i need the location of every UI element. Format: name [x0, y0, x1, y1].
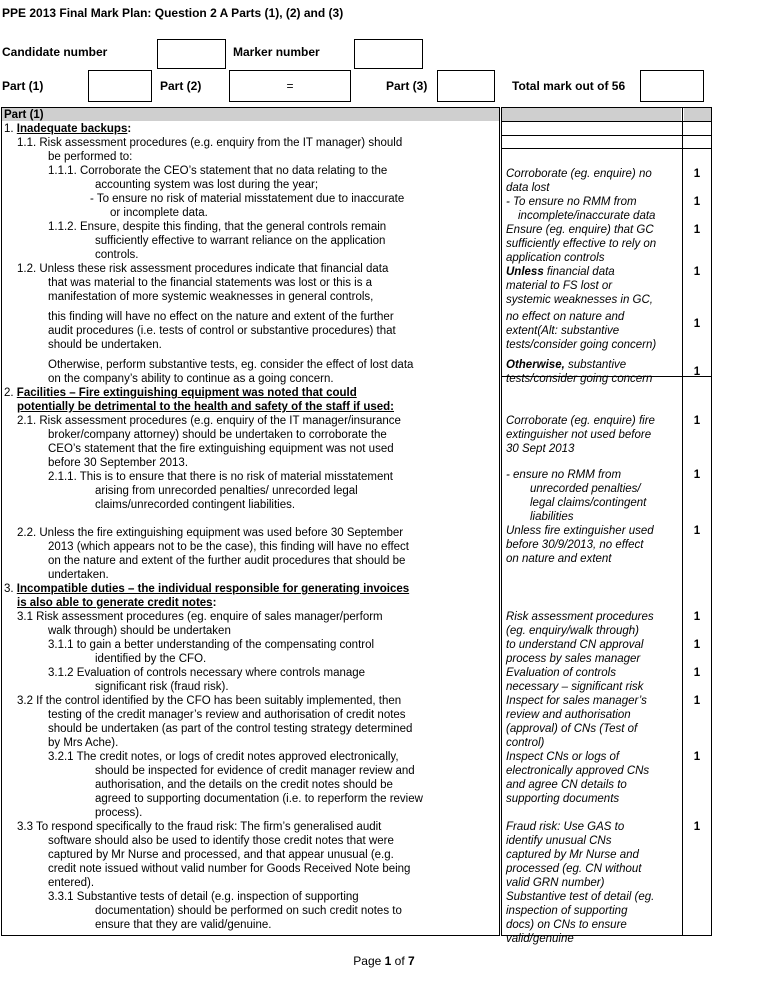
mark-value: 1 — [693, 611, 701, 623]
criterion-line: Ensure (eg. enquire) that GC — [506, 224, 654, 236]
text-line: on the nature and extent of the further audit procedures that should be — [48, 555, 406, 567]
text-line: 3.3.1 Substantive tests of detail (e.g. inspection of supporting — [48, 891, 359, 903]
text-line: or incomplete data. — [110, 207, 208, 219]
text-line: documentation) should be performed on such credit notes to — [95, 905, 402, 917]
criterion-line: inspection of supporting — [506, 905, 628, 917]
text-line: 2.2. Unless the fire extinguishing equipment was used before 30 September — [17, 527, 404, 539]
text-line: should be undertaken (as part of the control testing strategy determined — [48, 723, 413, 735]
criterion-line: liabilities — [530, 511, 574, 523]
mark-value: 1 — [693, 639, 701, 651]
text-line: walk through) should be undertaken — [48, 625, 231, 637]
text-line: 3.1 Risk assessment procedures (eg. enquire of sales manager/perform — [17, 611, 383, 623]
text-line: arising from unrecorded penalties/ unrecorded legal — [95, 485, 358, 497]
criterion-line: and agree CN details to — [506, 779, 627, 791]
criterion-line: Inspect CNs or logs of — [506, 751, 620, 763]
part1-label: Part (1) — [2, 79, 44, 93]
text-line: 3.3 To respond specifically to the fraud risk: The firm’s generalised audit — [17, 821, 382, 833]
criterion-line: docs) on CNs to ensure — [506, 919, 627, 931]
text-line: be performed to: — [48, 151, 133, 163]
text-line: controls. — [95, 249, 139, 261]
mark-value: 1 — [693, 196, 701, 208]
criterion-line: - ensure no RMM from — [506, 469, 622, 481]
criterion-line: no effect on nature and — [506, 311, 625, 323]
mark-value: 1 — [693, 266, 701, 278]
text-line: 2.1. Risk assessment procedures (e.g. enquiry of the IT manager/insurance — [17, 415, 401, 427]
criterion-line: extent(Alt: substantive — [506, 325, 620, 337]
text-line: authorisation, and the details on the credit notes should be — [95, 779, 393, 791]
text-line: by Mrs Ache). — [48, 737, 119, 749]
part3-label: Part (3) — [386, 79, 428, 93]
text-line: 3.2.1 The credit notes, or logs of credit notes approved electronically, — [48, 751, 399, 763]
item-1-heading: 1. Inadequate backups: — [4, 123, 132, 135]
criterion-line: 30 Sept 2013 — [506, 443, 575, 455]
marker-number-field[interactable] — [354, 39, 423, 69]
criterion-line: necessary – significant risk — [506, 681, 644, 693]
text-line: this finding will have no effect on the nature and extent of the further — [48, 311, 394, 323]
criterion-line: supporting documents — [506, 793, 620, 805]
criterion-line: Inspect for sales manager’s — [506, 695, 647, 707]
text-line: software should also be used to identify those credit notes that were — [48, 835, 394, 847]
criterion-line: unrecorded penalties/ — [530, 483, 641, 495]
criterion-line: Unless financial data — [506, 266, 615, 278]
criterion-line: Corroborate (eg. enquire) fire — [506, 415, 655, 427]
text-line: identified by the CFO. — [95, 653, 207, 665]
criterion-line: Otherwise, substantive — [506, 359, 627, 371]
criterion-line: incomplete/inaccurate data — [518, 210, 656, 222]
mark-value: 1 — [693, 751, 701, 763]
criterion-line: valid GRN number) — [506, 877, 605, 889]
candidate-number-label: Candidate number — [2, 45, 108, 59]
criterion-line: sufficiently effective to rely on — [506, 238, 657, 250]
text-line: 1.1.1. Corroborate the CEO’s statement that no data relating to the — [48, 165, 388, 177]
criterion-line: Substantive test of detail (eg. — [506, 891, 655, 903]
text-line: testing of the credit manager’s review and authorisation of credit notes — [48, 709, 406, 721]
text-line: Otherwise, perform substantive tests, eg. consider the effect of lost data — [48, 359, 414, 371]
text-line: audit procedures (i.e. tests of control or substantive procedures) that — [48, 325, 396, 337]
text-line: should be inspected for evidence of credit manager review and — [95, 765, 415, 777]
criterion-line: data lost — [506, 182, 550, 194]
text-line: should be undertaken. — [48, 339, 162, 351]
text-line: credit note issued without valid number for Goods Received Note being — [48, 863, 411, 875]
criterion-line: legal claims/contingent — [530, 497, 647, 509]
marker-number-label: Marker number — [233, 45, 320, 59]
text-line: entered). — [48, 877, 95, 889]
criterion-line: control) — [506, 737, 545, 749]
part1-mark-field[interactable] — [88, 70, 152, 102]
criterion-line: tests/consider going concern — [506, 373, 653, 385]
text-line: 1.1. Risk assessment procedures (e.g. enquiry from the IT manager) should — [17, 137, 403, 149]
item-2-heading: 2. Facilities – Fire extinguishing equipment was noted that could — [4, 387, 357, 399]
part2-label: Part (2) — [160, 79, 202, 93]
mark-value: 1 — [693, 469, 701, 481]
mark-value: 1 — [693, 168, 701, 180]
mark-value: 1 — [693, 366, 701, 378]
criterion-line: - To ensure no RMM from — [506, 196, 637, 208]
candidate-number-field[interactable] — [157, 39, 226, 69]
item-3-heading-cont: is also able to generate credit notes: — [17, 597, 217, 609]
criterion-line: process by sales manager — [506, 653, 641, 665]
page-title: PPE 2013 Final Mark Plan: Question 2 A Parts (1), (2) and (3) — [2, 6, 344, 20]
text-line: agreed to supporting documentation (i.e. to reperform the review — [95, 793, 423, 805]
text-line: captured by Mr Nurse and processed, and that appear unusual (e.g. — [48, 849, 394, 861]
criterion-line: Unless fire extinguisher used — [506, 525, 654, 537]
part2-mark-field[interactable]: = — [229, 70, 351, 102]
mark-value: 1 — [693, 695, 701, 707]
criterion-line: Risk assessment procedures — [506, 611, 654, 623]
text-line: process). — [95, 807, 143, 819]
criterion-line: Corroborate (eg. enquire) no — [506, 168, 652, 180]
total-mark-field[interactable] — [640, 70, 704, 102]
criterion-line: electronically approved CNs — [506, 765, 650, 777]
part3-mark-field[interactable] — [437, 70, 495, 102]
item-3-heading: 3. Incompatible duties – the individual responsible for generating invoices — [4, 583, 410, 595]
text-line: 3.1.1 to gain a better understanding of the compensating control — [48, 639, 375, 651]
mark-value: 1 — [693, 415, 701, 427]
criterion-line: on nature and extent — [506, 553, 612, 565]
text-line: manifestation of more systemic weaknesses in general controls, — [48, 291, 374, 303]
text-line: 2.1.1. This is to ensure that there is no risk of material misstatement — [48, 471, 393, 483]
text-line: claims/unrecorded contingent liabilities. — [95, 499, 296, 511]
text-line: 3.1.2 Evaluation of controls necessary where controls manage — [48, 667, 366, 679]
text-line: CEO’s statement that the fire extinguishing equipment was not used — [48, 443, 394, 455]
section-header-part1: Part (1) — [4, 109, 44, 121]
criterion-line: processed (eg. CN without — [506, 863, 642, 875]
criterion-line: tests/consider going concern) — [506, 339, 657, 351]
criterion-line: (approval) of CNs (Test of — [506, 723, 638, 735]
criterion-line: Fraud risk: Use GAS to — [506, 821, 625, 833]
text-line: ensure that they are valid/genuine. — [95, 919, 272, 931]
text-line: undertaken. — [48, 569, 109, 581]
item-2-heading-cont: potentially be detrimental to the health and safety of the staff if used: — [17, 401, 394, 413]
criterion-line: material to FS lost or — [506, 280, 613, 292]
criterion-line: extinguisher not used before — [506, 429, 652, 441]
text-line: 2013 (which appears not to be the case), this finding will have no effect — [48, 541, 409, 553]
text-line: 1.2. Unless these risk assessment procedures indicate that financial data — [17, 263, 389, 275]
text-line: sufficiently effective to warrant reliance on the application — [95, 235, 386, 247]
text-line: broker/company attorney) should be undertaken to corroborate the — [48, 429, 387, 441]
criterion-line: systemic weaknesses in GC, — [506, 294, 653, 306]
mark-value: 1 — [693, 318, 701, 330]
criterion-line: to understand CN approval — [506, 639, 644, 651]
text-line: 3.2 If the control identified by the CFO has been suitably implemented, then — [17, 695, 402, 707]
mark-value: 1 — [693, 667, 701, 679]
criterion-line: Evaluation of controls — [506, 667, 616, 679]
text-line: - To ensure no risk of material misstatement due to inaccurate — [90, 193, 405, 205]
text-line: 1.1.2. Ensure, despite this finding, that the general controls remain — [48, 221, 387, 233]
mark-value: 1 — [693, 821, 701, 833]
criterion-line: before 30/9/2013, no effect — [506, 539, 644, 551]
mark-value: 1 — [693, 224, 701, 236]
criterion-line: (eg. enquiry/walk through) — [506, 625, 639, 637]
mark-value: 1 — [693, 525, 701, 537]
total-mark-label: Total mark out of 56 — [512, 79, 626, 93]
criterion-line: review and authorisation — [506, 709, 631, 721]
text-line: that was material to the financial statements was lost or this is a — [48, 277, 373, 289]
criterion-line: captured by Mr Nurse and — [506, 849, 639, 861]
text-line: significant risk (fraud risk). — [95, 681, 229, 693]
text-line: before 30 September 2013. — [48, 457, 189, 469]
text-line: on the company’s ability to continue as a going concern. — [48, 373, 334, 385]
criterion-line: identify unusual CNs — [506, 835, 612, 847]
criterion-line: valid/genuine — [506, 933, 574, 945]
page-footer: Page 1 of 7 — [353, 954, 415, 968]
criterion-line: application controls — [506, 252, 605, 264]
text-line: accounting system was lost during the year; — [95, 179, 319, 191]
